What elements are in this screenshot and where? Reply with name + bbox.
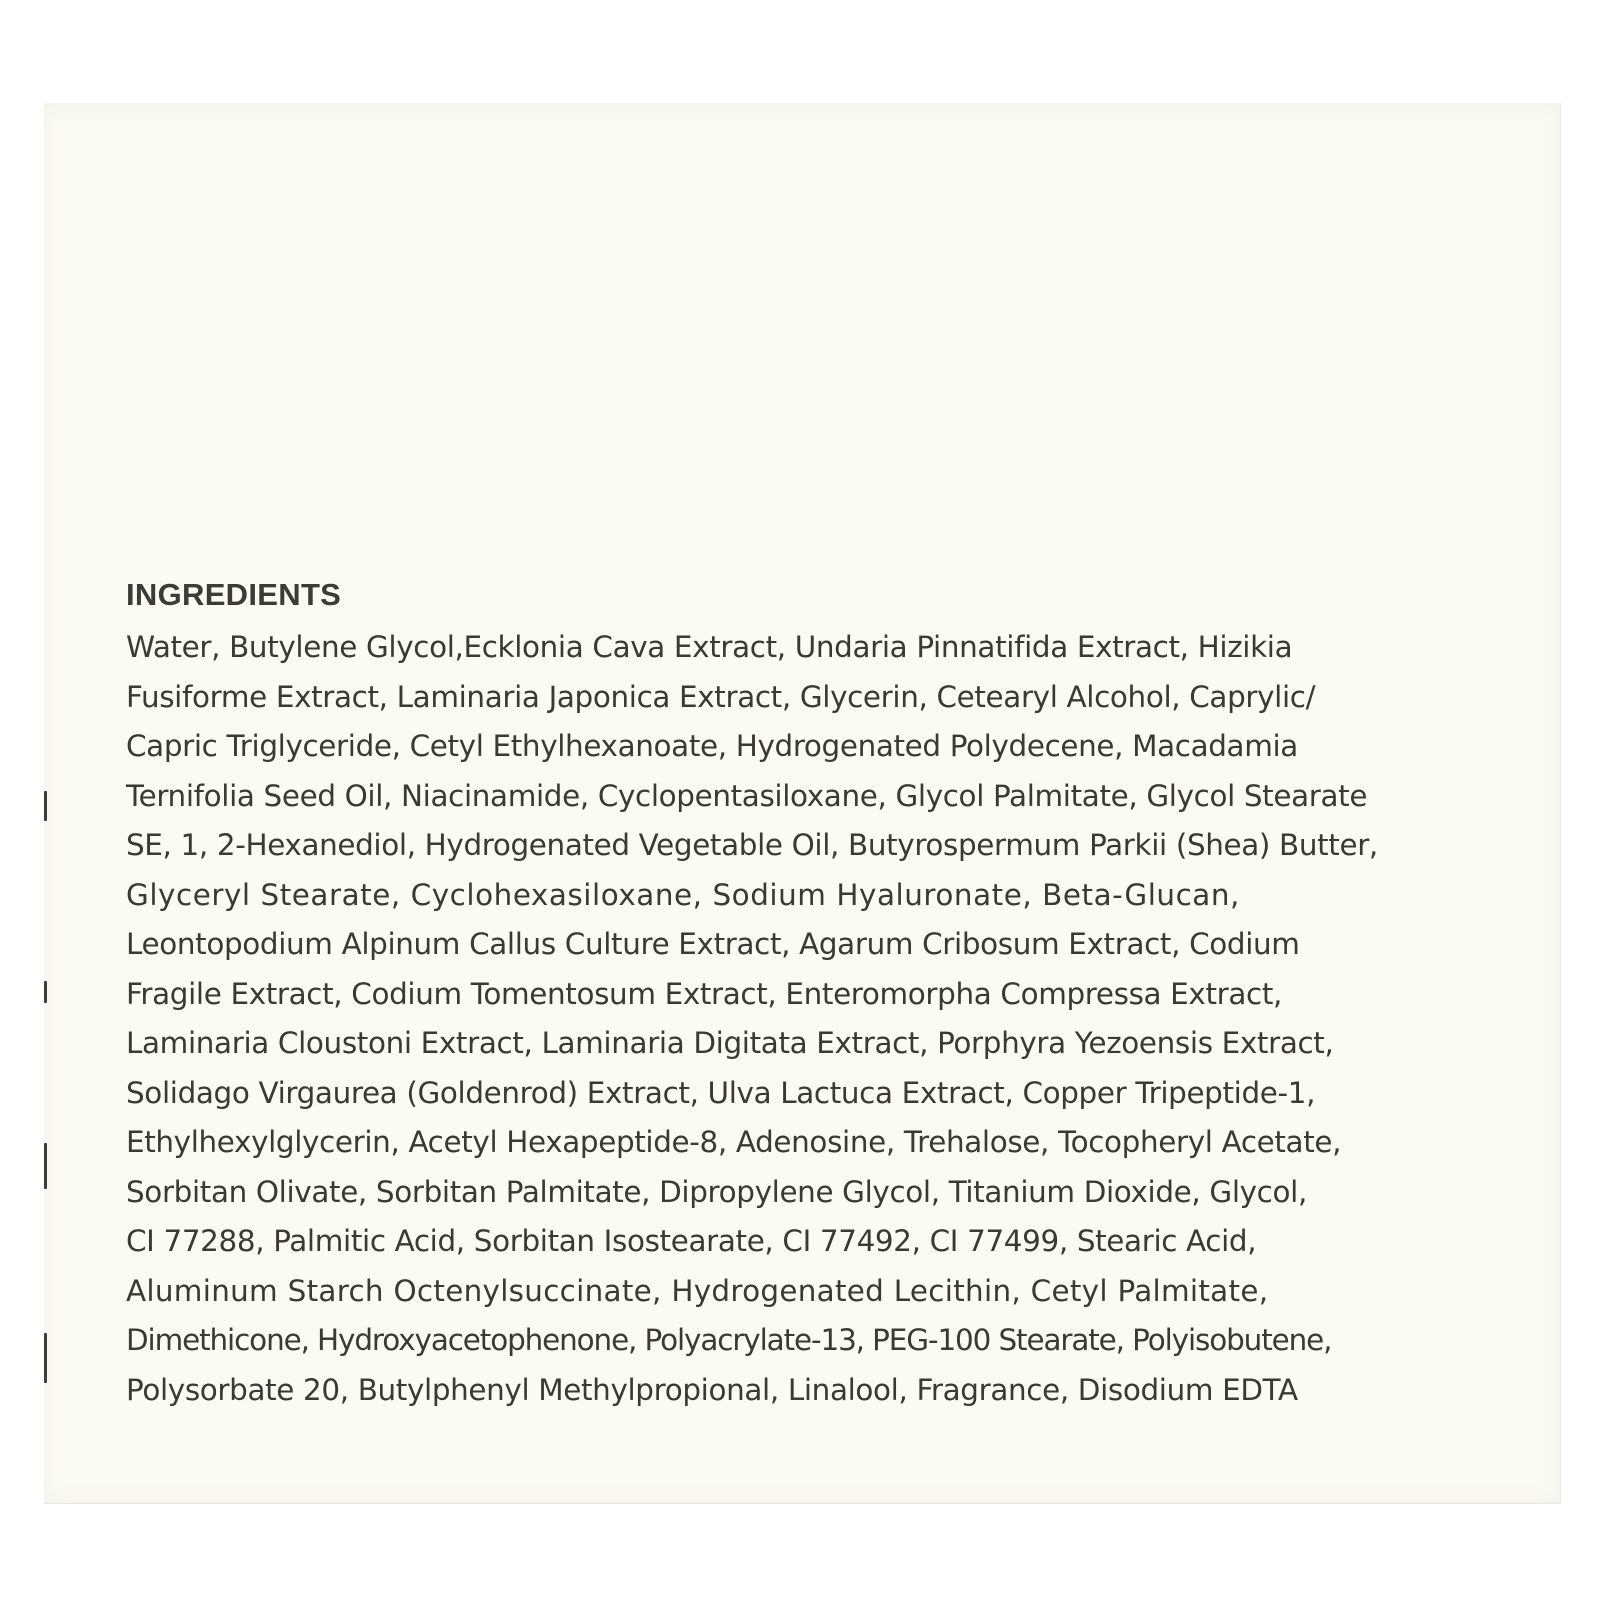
edge-mark xyxy=(44,791,47,821)
ingredients-line: Solidago Virgaurea (Goldenrod) Extract, Ulva Lactuca Extract, Copper Tripeptide-1, xyxy=(126,1075,1316,1110)
ingredients-line: Laminaria Cloustoni Extract, Laminaria Digitata Extract, Porphyra Yezoensis Extract, xyxy=(126,1026,1334,1060)
ingredients-line: SE, 1, 2-Hexanediol, Hydrogenated Vegetable Oil, Butyrospermum Parkii (Shea) Butter, xyxy=(126,828,1378,862)
package-panel xyxy=(44,103,1561,1504)
ingredients-section xyxy=(126,573,1506,1415)
ingredients-line: Sorbitan Olivate, Sorbitan Palmitate, Dipropylene Glycol, Titanium Dioxide, Glycol, xyxy=(126,1174,1307,1209)
ingredients-line: Leontopodium Alpinum Callus Culture Extract, Agarum Cribosum Extract, Codium xyxy=(126,927,1300,961)
ingredients-line: Polysorbate 20, Butylphenyl Methylpropional, Linalool, Fragrance, Disodium EDTA xyxy=(126,1372,1298,1407)
ingredients-line: Ternifolia Seed Oil, Niacinamide, Cyclopentasiloxane, Glycol Palmitate, Glycol Stearate xyxy=(126,778,1368,813)
ingredients-line: Fusiforme Extract, Laminaria Japonica Extract, Glycerin, Cetearyl Alcohol, Caprylic/ xyxy=(126,679,1316,714)
ingredients-line: CI 77288, Palmitic Acid, Sorbitan Isostearate, CI 77492, CI 77499, Stearic Acid, xyxy=(126,1224,1257,1258)
ingredients-line: Ethylhexylglycerin, Acetyl Hexapeptide-8, Adenosine, Trehalose, Tocopheryl Acetate, xyxy=(126,1125,1342,1159)
ingredients-line: Dimethicone, Hydroxyacetophenone, Polyacrylate-13, PEG-100 Stearate, Polyisobutene, xyxy=(126,1323,1332,1357)
edge-mark xyxy=(44,1143,47,1189)
ingredients-line: Water, Butylene Glycol,Ecklonia Cava Extract, Undaria Pinnatifida Extract, Hizikia xyxy=(126,630,1293,664)
ingredients-heading: INGREDIENTS xyxy=(126,577,342,612)
edge-mark xyxy=(44,1333,47,1383)
edge-mark xyxy=(44,981,47,1003)
ingredients-list xyxy=(126,623,1506,1415)
ingredients-line: Fragile Extract, Codium Tomentosum Extract, Enteromorpha Compressa Extract, xyxy=(126,976,1282,1011)
ingredients-line: Glyceryl Stearate, Cyclohexasiloxane, Sodium Hyaluronate, Beta-Glucan, xyxy=(126,877,1240,912)
ingredients-line: Capric Triglyceride, Cetyl Ethylhexanoate, Hydrogenated Polydecene, Macadamia xyxy=(126,729,1298,763)
ingredients-line: Aluminum Starch Octenylsuccinate, Hydrogenated Lecithin, Cetyl Palmitate, xyxy=(126,1273,1269,1308)
